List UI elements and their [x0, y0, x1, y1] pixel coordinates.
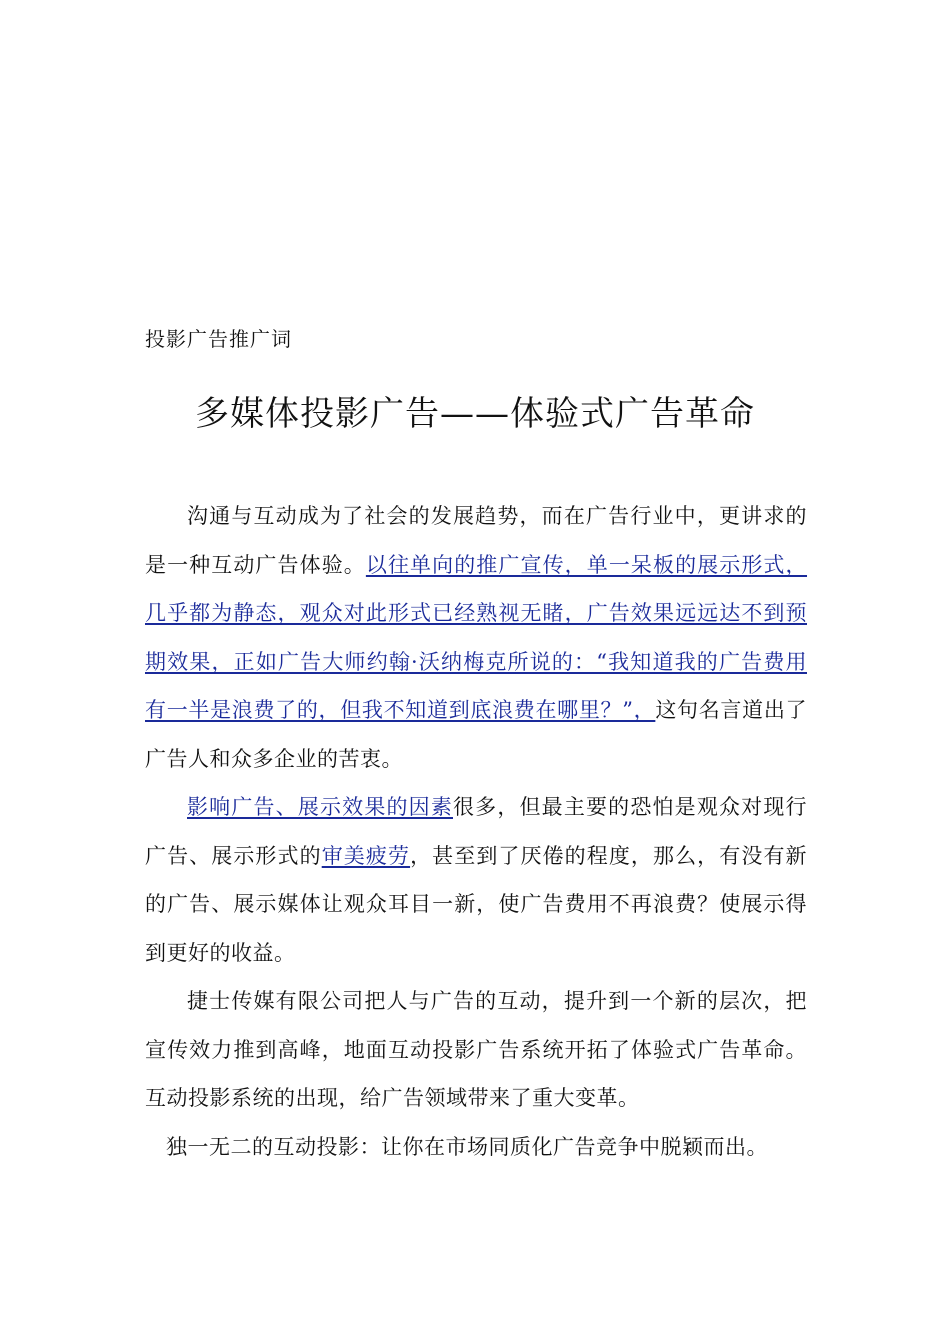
paragraph-4: 独一无二的互动投影：让你在市场同质化广告竞争中脱颖而出。	[166, 1134, 768, 1159]
paragraph-3: 捷士传媒有限公司把人与广告的互动，提升到一个新的层次，把宣传效力推到高峰，地面互动投影广告系统开拓了体验式广告革命。互动投影系统的出现，给广告领域带来了重大变革。	[145, 989, 807, 1110]
paragraph-1-intro: 沟通与互动成为了社会的发展趋势，而在广告行业中，更讲求的是一种互动广告体验。	[145, 504, 807, 577]
paragraph-2-text-1: 很多，但最主要的恐怕是观众对现行广告、展示形式的	[145, 795, 807, 868]
factors-link[interactable]: 影响广告、展示效果的因素	[187, 795, 453, 819]
aesthetic-fatigue-link[interactable]: 审美疲劳	[321, 843, 411, 868]
quote-link[interactable]: 以往单向的推广宣传，单一呆板的展示形式，几乎都为静态，观众对此形式已经熟视无睹，广告效果远远达不到预期效果，正如广告大师约翰·沃纳梅克所说的：“我知道我的广告费用有一半是浪费了的，但我不知道到底浪费在哪里？”，	[145, 552, 808, 722]
paragraph-2	[145, 783, 807, 977]
document-title: 多媒体投影广告——体验式广告革命	[195, 394, 755, 434]
paragraph-1	[145, 492, 807, 783]
document-label: 投影广告推广词	[145, 327, 292, 351]
paragraph-2-text-2: ，甚至到了厌倦的程度，那么，有没有新的广告、展示媒体让观众耳目一新，使广告费用不再浪费？使展示得到更好的收益。	[145, 843, 808, 965]
paragraph-1-outro: 这句名言道出了广告人和众多企业的苦衷。	[145, 698, 808, 771]
document-body	[145, 492, 807, 1171]
